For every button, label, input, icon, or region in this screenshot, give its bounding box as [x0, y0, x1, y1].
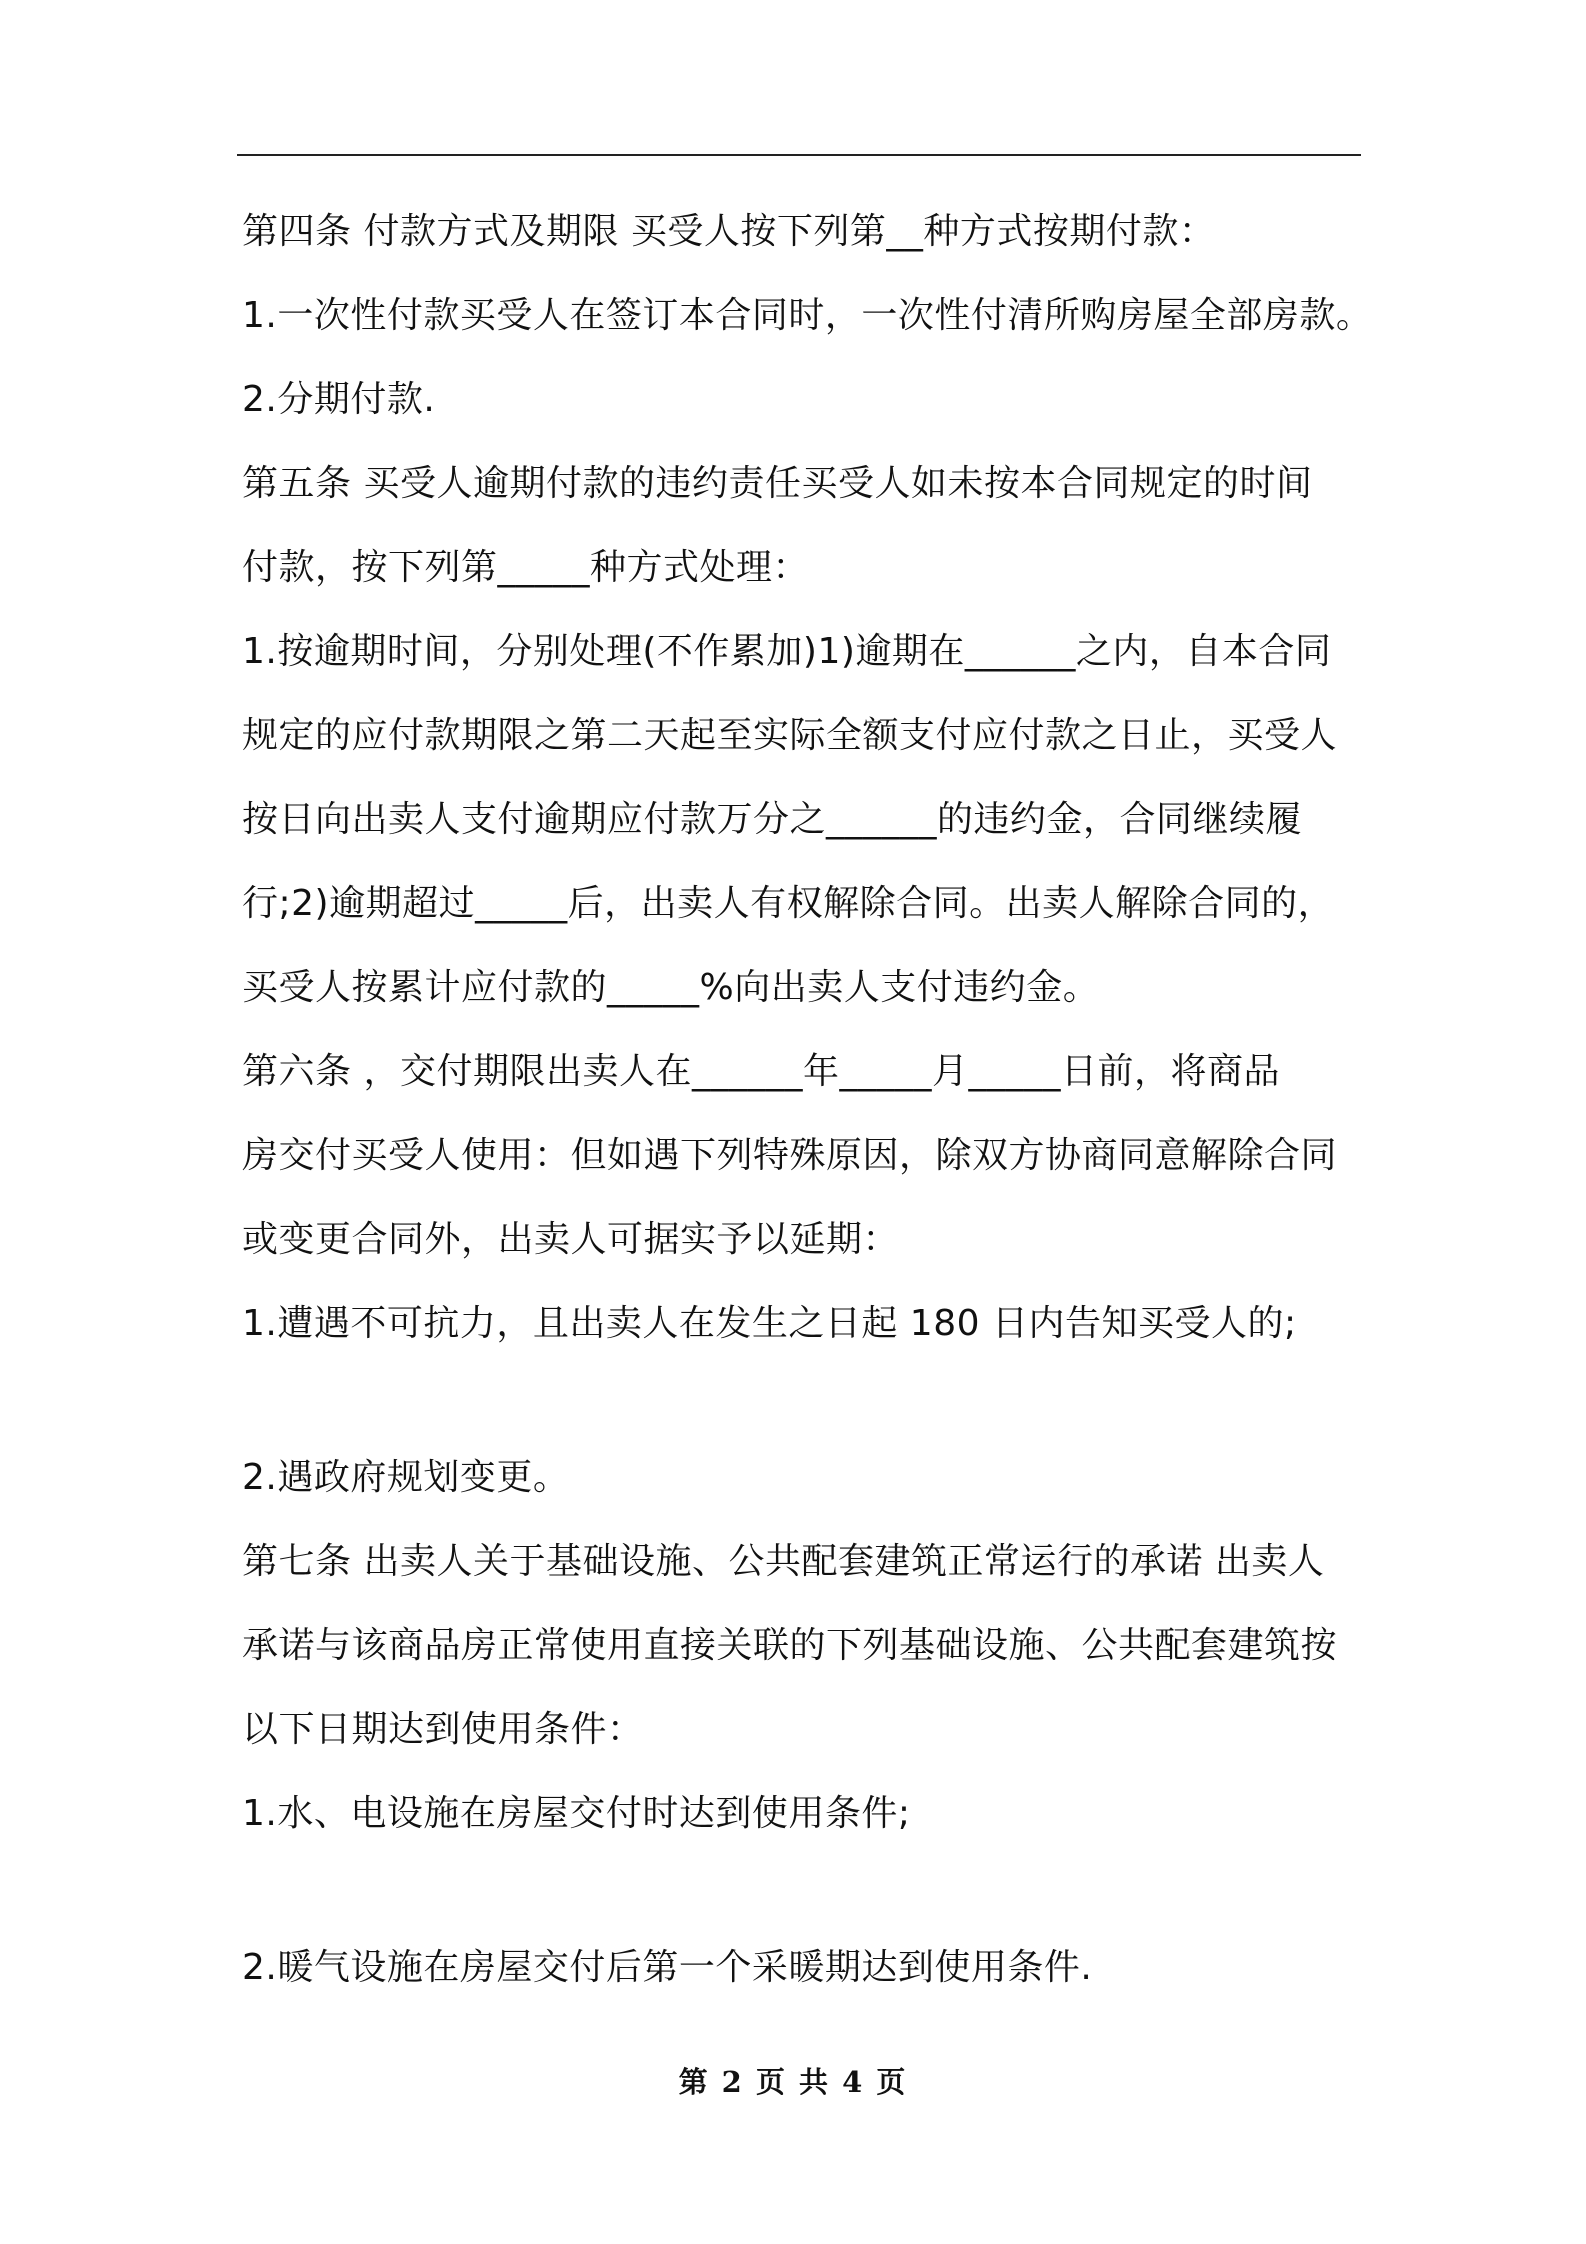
article-5-item-1-line-1: 1.按逾期时间，分别处理(不作累加)1)逾期在______之内，自本合同 [242, 631, 1332, 672]
header-divider [237, 154, 1361, 156]
article-4-item-1: 1.一次性付款买受人在签订本合同时，一次性付清所购房屋全部房款。 [242, 295, 1373, 336]
article-5-item-1-line-5: 买受人按累计应付款的_____%向出卖人支付违约金。 [242, 967, 1100, 1008]
article-7-item-2: 2.暖气设施在房屋交付后第一个采暖期达到使用条件. [242, 1947, 1093, 1988]
page-footer [0, 2060, 1586, 2101]
article-6-item-2: 2.遇政府规划变更。 [242, 1457, 570, 1498]
article-5-heading: 第五条 买受人逾期付款的违约责任买受人如未按本合同规定的时间 [242, 463, 1313, 504]
article-4-item-2: 2.分期付款. [242, 379, 436, 420]
page-number: 第 2 页 共 4 页 [678, 2065, 908, 2099]
article-6-line-2: 房交付买受人使用：但如遇下列特殊原因，除双方协商同意解除合同 [242, 1135, 1338, 1176]
article-7-item-1: 1.水、电设施在房屋交付时达到使用条件; [242, 1793, 911, 1834]
article-6-item-1: 1.遭遇不可抗力，且出卖人在发生之日起 180 日内告知买受人的; [242, 1303, 1297, 1344]
paragraph-gap [242, 1366, 1372, 1436]
article-4-heading: 第四条 付款方式及期限 买受人按下列第__种方式按期付款： [242, 211, 1216, 252]
article-5-item-1-line-2: 规定的应付款期限之第二天起至实际全额支付应付款之日止，买受人 [242, 715, 1338, 756]
article-7-heading: 第七条 出卖人关于基础设施、公共配套建筑正常运行的承诺 出卖人 [242, 1541, 1325, 1582]
article-5-item-1-line-4: 行;2)逾期超过_____后，出卖人有权解除合同。出卖人解除合同的， [242, 883, 1335, 924]
article-6-line-3: 或变更合同外，出卖人可据实予以延期： [242, 1219, 900, 1260]
article-6-heading: 第六条 ，交付期限出卖人在______年_____月_____日前，将商品 [242, 1051, 1280, 1092]
article-5-item-1-line-3: 按日向出卖人支付逾期应付款万分之______的违约金，合同继续履 [242, 799, 1303, 840]
article-5-line-2: 付款，按下列第_____种方式处理： [242, 547, 810, 588]
paragraph-gap [242, 1856, 1372, 1926]
document-body [242, 190, 1372, 2010]
article-7-line-2: 承诺与该商品房正常使用直接关联的下列基础设施、公共配套建筑按 [242, 1625, 1338, 1666]
article-7-line-3: 以下日期达到使用条件： [242, 1709, 644, 1750]
